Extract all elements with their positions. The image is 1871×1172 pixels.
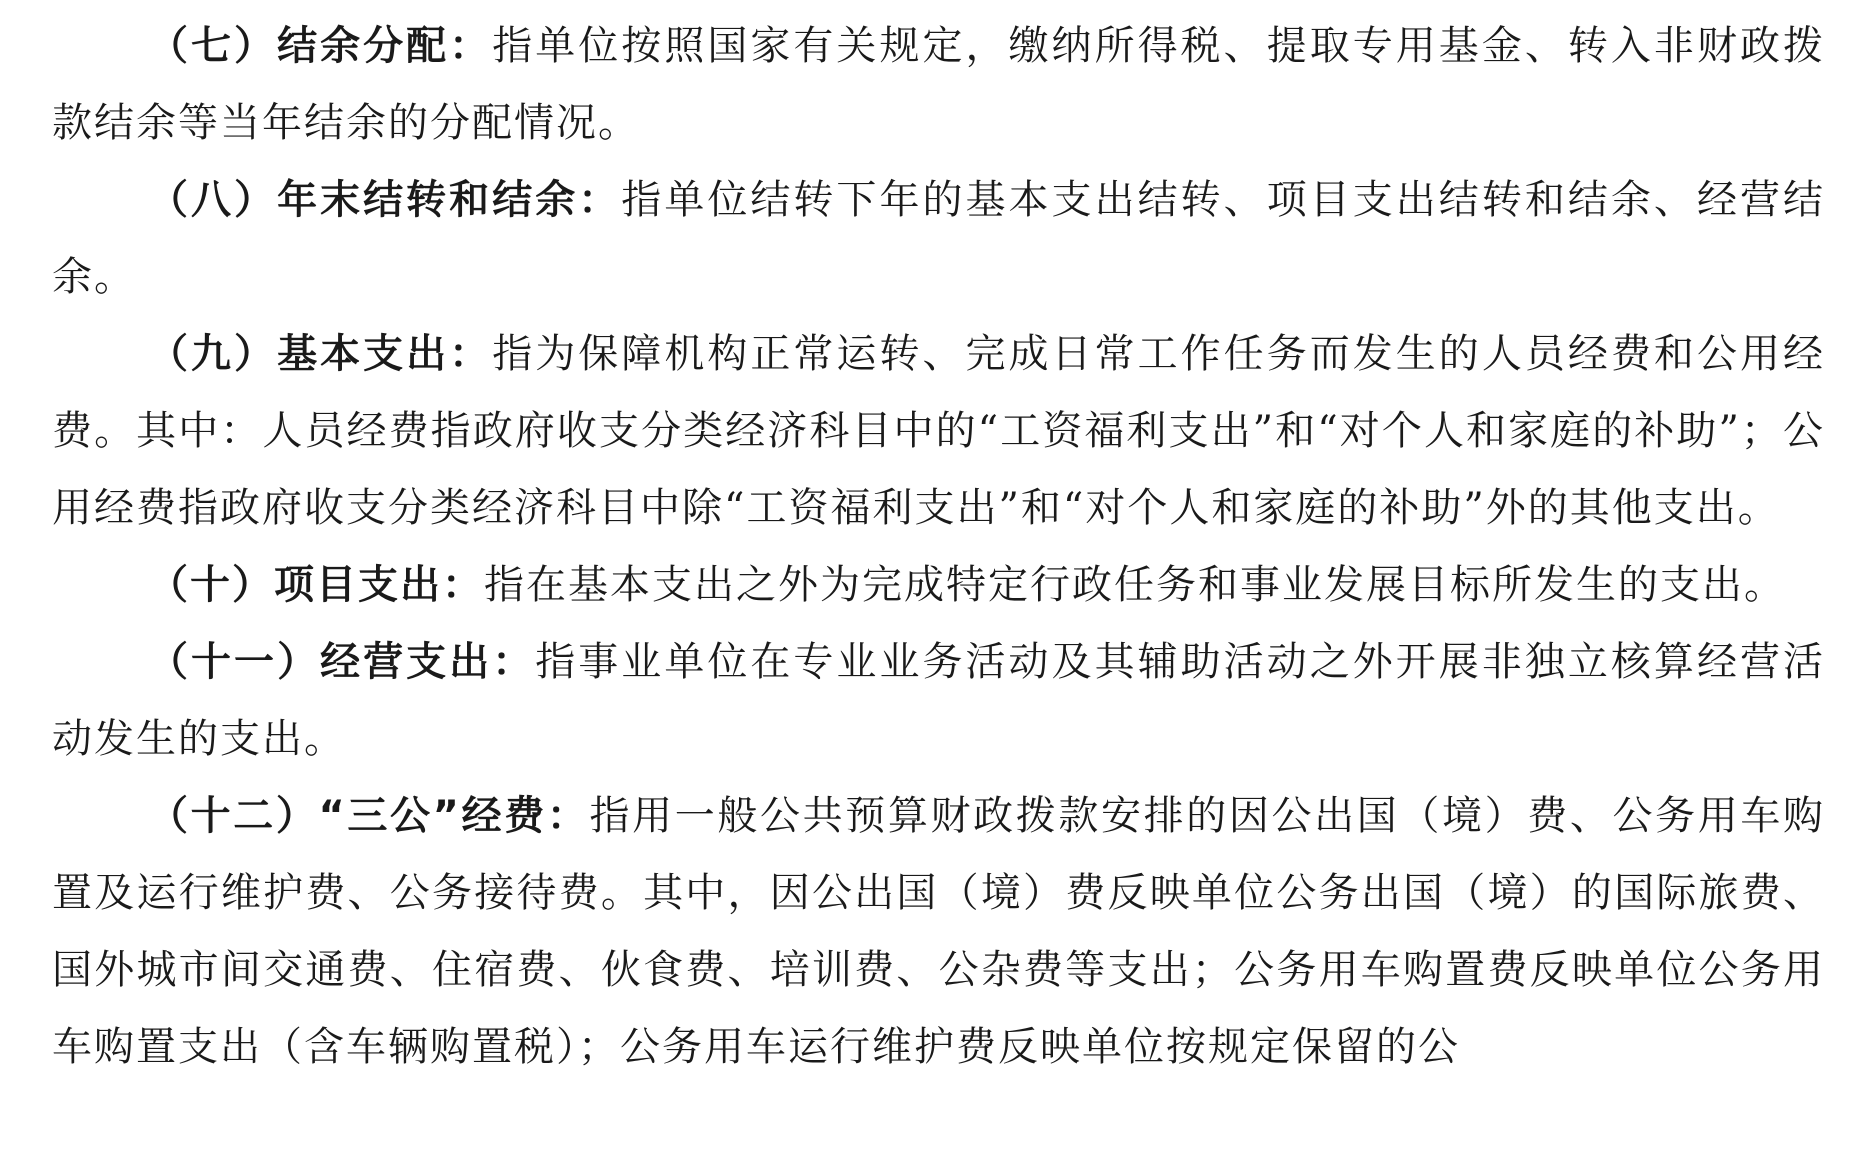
paragraph-project-expenditure: [52, 547, 1825, 624]
term-definition: 指在基本支出之外为完成特定行政任务和事业发展目标所发生的支出。: [484, 562, 1786, 608]
term-definition: 指单位按照国家有关规定，缴纳所得税、提取专用基金、转入非财政拨款结余等当年结余的分配情况。: [52, 23, 1826, 146]
paragraph-three-public-expenses: [52, 778, 1825, 1086]
term-heading: （十二）“三公”经费：: [148, 793, 590, 839]
term-heading: （十）项目支出：: [148, 562, 484, 608]
term-heading: （十一）经营支出：: [148, 639, 536, 685]
paragraph-basic-expenditure: [52, 316, 1825, 547]
term-heading: （八）年末结转和结余：: [148, 177, 622, 223]
term-heading: （九）基本支出：: [148, 331, 493, 377]
term-definition: 指为保障机构正常运转、完成日常工作任务而发生的人员经费和公用经费。其中：人员经费指政府收支分类经济科目中的“工资福利支出”和“对个人和家庭的补助”；公用经费指政府收支分类经济科目中除“工资福利支出”和“对个人和家庭的补助”外的其他支出。: [52, 331, 1826, 531]
paragraph-surplus-distribution: [52, 8, 1825, 162]
term-definition: 指事业单位在专业业务活动及其辅助活动之外开展非独立核算经营活动发生的支出。: [52, 639, 1826, 762]
paragraph-operating-expenditure: [52, 624, 1825, 778]
term-definition: 指用一般公共预算财政拨款安排的因公出国（境）费、公务用车购置及运行维护费、公务接待费。其中，因公出国（境）费反映单位公务出国（境）的国际旅费、国外城市间交通费、住宿费、伙食费、培训费、公杂费等支出；公务用车购置费反映单位公务用车购置支出（含车辆购置税）；公务用车运行维护费反映单位按规定保留的公: [52, 793, 1826, 1070]
term-heading: （七）结余分配：: [148, 23, 493, 69]
paragraph-year-end-carryover: [52, 162, 1825, 316]
term-definition: 指单位结转下年的基本支出结转、项目支出结转和结余、经营结余。: [52, 177, 1826, 300]
